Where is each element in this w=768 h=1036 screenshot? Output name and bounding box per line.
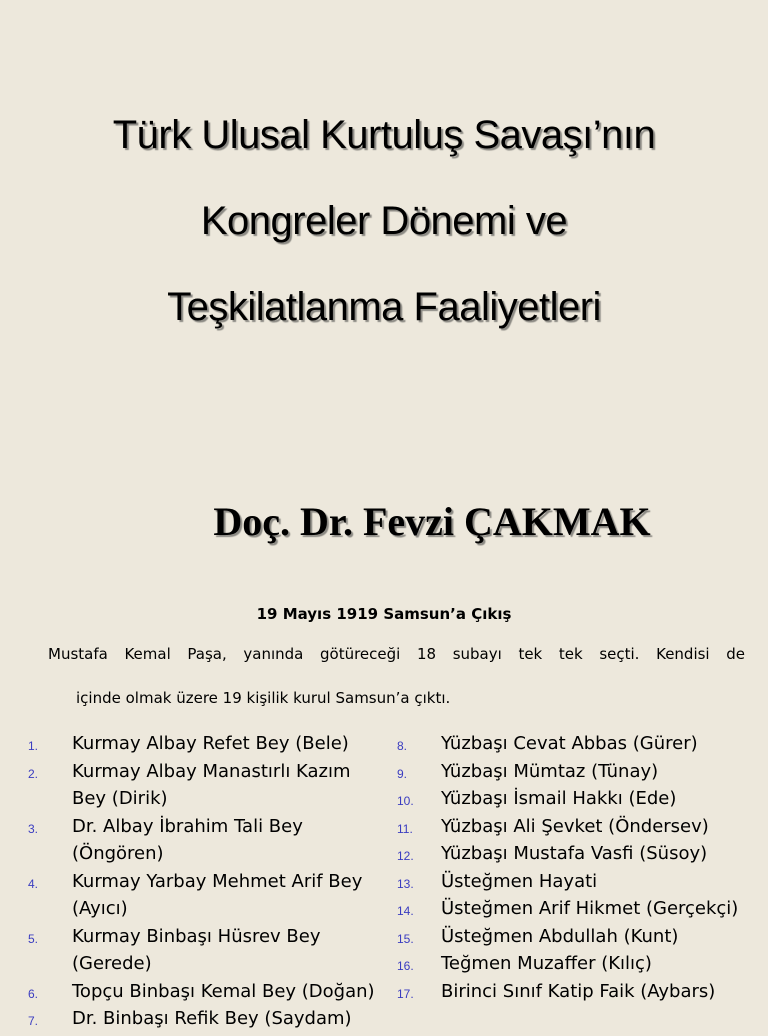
list-text: Yüzbaşı Cevat Abbas (Gürer): [441, 733, 698, 754]
list-item: [28, 978, 388, 1006]
title-line-1: Türk Ulusal Kurtuluş Savaşı’nın: [112, 113, 656, 157]
list-text: Kurmay Yarbay Mehmet Arif Bey (Ayıcı): [72, 870, 363, 919]
list-text: Dr. Albay İbrahim Tali Bey (Öngören): [72, 815, 303, 864]
title-line-3: Teşkilatlanma Faaliyetleri: [167, 285, 601, 329]
list-item: [397, 895, 757, 923]
list-item: [28, 1005, 388, 1033]
list-text: Kurmay Albay Manastırlı Kazım Bey (Dirik): [72, 760, 351, 809]
list-item: [28, 868, 388, 923]
list-number: 1.: [28, 739, 39, 753]
list-item: [397, 785, 757, 813]
list-number: 7.: [28, 1014, 39, 1028]
list-number: 13.: [397, 876, 414, 891]
list-item: [397, 813, 757, 841]
officer-list-right: [397, 730, 757, 1005]
list-text: Yüzbaşı Ali Şevket (Öndersev): [441, 815, 709, 837]
list-text: Topçu Binbaşı Kemal Bey (Doğan): [72, 980, 375, 1002]
list-number: 6.: [28, 986, 39, 1001]
list-text: Dr. Binbaşı Refik Bey (Saydam): [72, 1008, 352, 1029]
document-title: [0, 92, 768, 350]
list-number: 8.: [397, 739, 408, 753]
list-item: [28, 923, 388, 978]
list-text: Birinci Sınıf Katip Faik (Aybars): [441, 980, 716, 1002]
section-heading: 19 Mayıs 1919 Samsun’a Çıkış: [256, 605, 512, 623]
intro-paragraph: [48, 643, 745, 709]
list-item: [28, 813, 388, 868]
list-number: 9.: [397, 766, 408, 781]
officer-list-left: [28, 730, 388, 1033]
list-item: [397, 978, 757, 1006]
title-line-2: Kongreler Dönemi ve: [200, 199, 568, 243]
list-number: 2.: [28, 766, 39, 781]
intro-line-2: içinde olmak üzere 19 kişilik kurul Samsun’a çıktı.: [76, 689, 451, 707]
list-item: [397, 868, 757, 896]
intro-line-1: Mustafa Kemal Paşa, yanında götüreceği 18 subayı tek tek seçti. Kendisi de: [48, 645, 745, 663]
list-item: [397, 950, 757, 978]
list-number: 12.: [397, 849, 414, 863]
list-text: Yüzbaşı İsmail Hakkı (Ede): [441, 788, 677, 809]
list-number: 5.: [28, 931, 39, 946]
list-number: 11.: [397, 821, 413, 836]
list-item: [397, 923, 757, 951]
list-number: 14.: [397, 904, 414, 918]
list-text: Yüzbaşı Mümtaz (Tünay): [441, 760, 659, 782]
author-name: Doç. Dr. Fevzi ÇAKMAK: [213, 499, 651, 544]
list-number: 15.: [397, 931, 414, 946]
list-text: Kurmay Albay Refet Bey (Bele): [72, 733, 349, 754]
list-item: [397, 840, 757, 868]
list-number: 17.: [397, 986, 414, 1001]
list-item: [397, 758, 757, 786]
list-number: 10.: [397, 794, 414, 808]
list-number: 16.: [397, 959, 414, 973]
list-item: [28, 758, 388, 813]
list-text: Yüzbaşı Mustafa Vasfi (Süsoy): [441, 843, 708, 864]
list-item: [28, 730, 388, 758]
list-text: Üsteğmen Abdullah (Kunt): [441, 925, 679, 947]
list-text: Kurmay Binbaşı Hüsrev Bey (Gerede): [72, 925, 321, 974]
list-number: 3.: [28, 821, 39, 836]
list-text: Üsteğmen Hayati: [441, 870, 598, 892]
list-text: Üsteğmen Arif Hikmet (Gerçekçi): [441, 898, 739, 919]
list-number: 4.: [28, 876, 39, 891]
list-item: [397, 730, 757, 758]
list-text: Teğmen Muzaffer (Kılıç): [441, 953, 652, 974]
